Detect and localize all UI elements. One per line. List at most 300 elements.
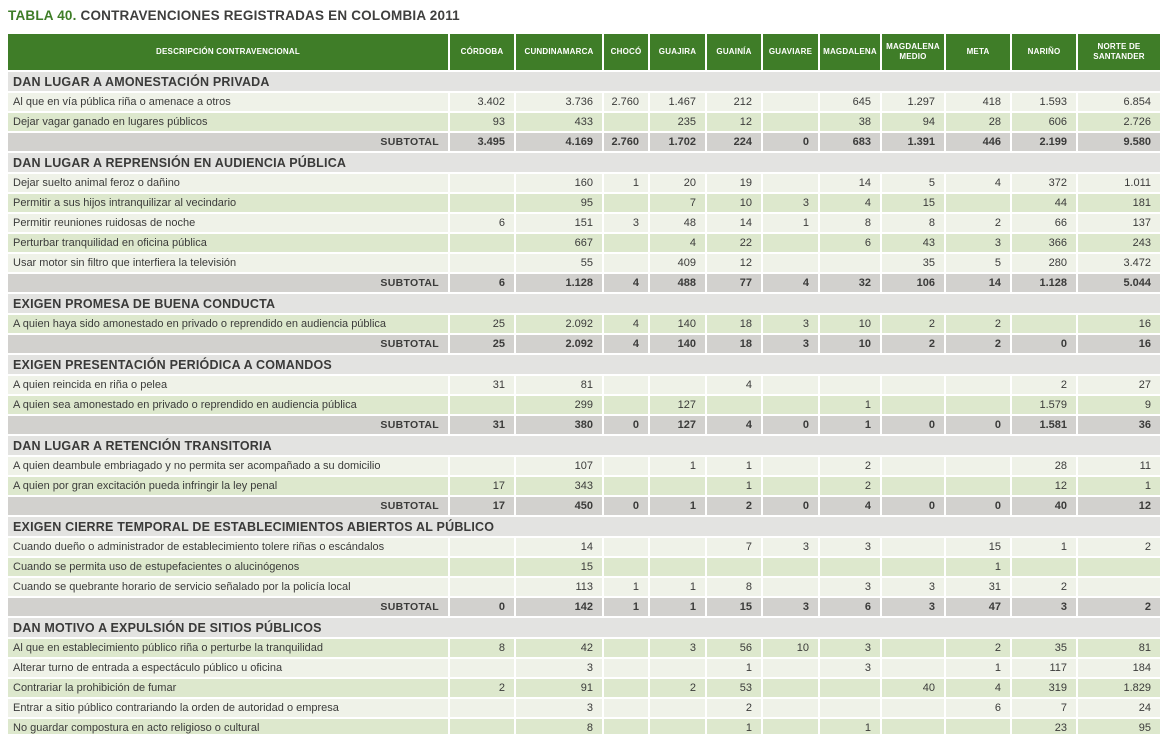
value-cell: 66 bbox=[1012, 214, 1076, 232]
value-cell: 235 bbox=[650, 113, 705, 131]
value-cell bbox=[450, 174, 514, 192]
value-cell bbox=[820, 254, 880, 272]
column-header-description: DESCRIPCIÓN CONTRAVENCIONAL bbox=[8, 34, 448, 70]
value-cell: 3 bbox=[820, 639, 880, 657]
value-cell: 2 bbox=[450, 679, 514, 697]
value-cell: 184 bbox=[1078, 659, 1160, 677]
subtotal-value-cell: 0 bbox=[604, 497, 648, 515]
value-cell: 1 bbox=[946, 558, 1010, 576]
subtotal-value-cell: 0 bbox=[946, 497, 1010, 515]
subtotal-value-cell: 488 bbox=[650, 274, 705, 292]
value-cell: 117 bbox=[1012, 659, 1076, 677]
data-row bbox=[8, 538, 1160, 556]
data-row bbox=[8, 396, 1160, 414]
value-cell: 11 bbox=[1078, 457, 1160, 475]
value-cell: 1 bbox=[707, 457, 761, 475]
subtotal-value-cell: 2 bbox=[882, 335, 944, 353]
value-cell bbox=[650, 477, 705, 495]
value-cell: 2 bbox=[946, 639, 1010, 657]
value-cell: 43 bbox=[882, 234, 944, 252]
value-cell: 20 bbox=[650, 174, 705, 192]
row-label: A quien deambule embriagado y no permita ser acompañado a su domicilio bbox=[8, 457, 448, 475]
row-label: Cuando se quebrante horario de servicio señalado por la policía local bbox=[8, 578, 448, 596]
section-header-label: DAN MOTIVO A EXPULSIÓN DE SITIOS PÚBLICOS bbox=[8, 618, 1160, 637]
value-cell bbox=[604, 679, 648, 697]
value-cell: 160 bbox=[516, 174, 602, 192]
subtotal-value-cell: 3 bbox=[882, 598, 944, 616]
value-cell bbox=[820, 699, 880, 717]
data-row bbox=[8, 315, 1160, 333]
subtotal-value-cell: 2 bbox=[1078, 598, 1160, 616]
row-label: Usar motor sin filtro que interfiera la televisión bbox=[8, 254, 448, 272]
value-cell: 10 bbox=[707, 194, 761, 212]
value-cell: 2.726 bbox=[1078, 113, 1160, 131]
value-cell bbox=[882, 719, 944, 734]
value-cell bbox=[763, 396, 818, 414]
subtotal-value-cell: 1.391 bbox=[882, 133, 944, 151]
subtotal-value-cell: 4 bbox=[763, 274, 818, 292]
value-cell bbox=[763, 558, 818, 576]
row-label: No guardar compostura en acto religioso o cultural bbox=[8, 719, 448, 734]
row-label: Permitir a sus hijos intranquilizar al vecindario bbox=[8, 194, 448, 212]
subtotal-row bbox=[8, 274, 1160, 292]
value-cell bbox=[882, 477, 944, 495]
value-cell: 10 bbox=[763, 639, 818, 657]
subtotal-value-cell: 446 bbox=[946, 133, 1010, 151]
value-cell: 3 bbox=[516, 699, 602, 717]
subtotal-value-cell: 1 bbox=[650, 497, 705, 515]
value-cell: 1 bbox=[820, 719, 880, 734]
value-cell: 18 bbox=[707, 315, 761, 333]
value-cell: 4 bbox=[946, 174, 1010, 192]
value-cell bbox=[882, 558, 944, 576]
value-cell bbox=[450, 578, 514, 596]
value-cell bbox=[946, 376, 1010, 394]
value-cell bbox=[450, 194, 514, 212]
table-title-text: CONTRAVENCIONES REGISTRADAS EN COLOMBIA 2011 bbox=[80, 8, 460, 23]
subtotal-value-cell: 6 bbox=[450, 274, 514, 292]
value-cell bbox=[450, 538, 514, 556]
data-row bbox=[8, 174, 1160, 192]
section-header-row bbox=[8, 72, 1160, 91]
value-cell bbox=[604, 639, 648, 657]
value-cell bbox=[882, 659, 944, 677]
value-cell: 31 bbox=[946, 578, 1010, 596]
value-cell: 140 bbox=[650, 315, 705, 333]
subtotal-value-cell: 31 bbox=[450, 416, 514, 434]
value-cell: 42 bbox=[516, 639, 602, 657]
value-cell bbox=[820, 558, 880, 576]
value-cell: 81 bbox=[1078, 639, 1160, 657]
value-cell bbox=[882, 457, 944, 475]
subtotal-value-cell: 4 bbox=[604, 335, 648, 353]
value-cell bbox=[946, 477, 1010, 495]
data-row bbox=[8, 194, 1160, 212]
subtotal-value-cell: 1.702 bbox=[650, 133, 705, 151]
value-cell: 7 bbox=[1012, 699, 1076, 717]
value-cell bbox=[604, 558, 648, 576]
value-cell: 19 bbox=[707, 174, 761, 192]
value-cell: 2 bbox=[650, 679, 705, 697]
data-row bbox=[8, 558, 1160, 576]
value-cell: 27 bbox=[1078, 376, 1160, 394]
value-cell: 28 bbox=[1012, 457, 1076, 475]
value-cell bbox=[650, 538, 705, 556]
subtotal-label: SUBTOTAL bbox=[8, 274, 448, 292]
subtotal-value-cell: 3.495 bbox=[450, 133, 514, 151]
column-header: META bbox=[946, 34, 1010, 70]
value-cell: 1.297 bbox=[882, 93, 944, 111]
subtotal-value-cell: 1 bbox=[650, 598, 705, 616]
value-cell bbox=[882, 699, 944, 717]
value-cell bbox=[763, 699, 818, 717]
value-cell: 6.854 bbox=[1078, 93, 1160, 111]
value-cell: 1.011 bbox=[1078, 174, 1160, 192]
subtotal-value-cell: 0 bbox=[1012, 335, 1076, 353]
section-header-row bbox=[8, 355, 1160, 374]
value-cell: 2.092 bbox=[516, 315, 602, 333]
value-cell: 91 bbox=[516, 679, 602, 697]
value-cell bbox=[763, 679, 818, 697]
value-cell bbox=[650, 719, 705, 734]
subtotal-value-cell: 106 bbox=[882, 274, 944, 292]
subtotal-value-cell: 0 bbox=[882, 497, 944, 515]
value-cell: 3 bbox=[820, 578, 880, 596]
value-cell: 3.402 bbox=[450, 93, 514, 111]
value-cell bbox=[1078, 578, 1160, 596]
subtotal-value-cell: 12 bbox=[1078, 497, 1160, 515]
value-cell: 4 bbox=[820, 194, 880, 212]
value-cell: 107 bbox=[516, 457, 602, 475]
subtotal-value-cell: 683 bbox=[820, 133, 880, 151]
value-cell: 17 bbox=[450, 477, 514, 495]
row-label: Entrar a sitio público contrariando la orden de autoridad o empresa bbox=[8, 699, 448, 717]
subtotal-value-cell: 4 bbox=[604, 274, 648, 292]
subtotal-value-cell: 224 bbox=[707, 133, 761, 151]
data-row bbox=[8, 93, 1160, 111]
value-cell bbox=[820, 679, 880, 697]
data-row bbox=[8, 214, 1160, 232]
row-label: Perturbar tranquilidad en oficina pública bbox=[8, 234, 448, 252]
value-cell: 1 bbox=[650, 457, 705, 475]
value-cell: 35 bbox=[882, 254, 944, 272]
value-cell: 56 bbox=[707, 639, 761, 657]
column-header: MAGDALENA bbox=[820, 34, 880, 70]
row-label: Al que en vía pública riña o amenace a otros bbox=[8, 93, 448, 111]
data-row bbox=[8, 254, 1160, 272]
value-cell: 7 bbox=[707, 538, 761, 556]
value-cell: 1 bbox=[763, 214, 818, 232]
value-cell bbox=[763, 254, 818, 272]
row-label: A quien por gran excitación pueda infringir la ley penal bbox=[8, 477, 448, 495]
data-row bbox=[8, 113, 1160, 131]
value-cell bbox=[604, 113, 648, 131]
value-cell: 8 bbox=[516, 719, 602, 734]
section-header-label: DAN LUGAR A RETENCIÓN TRANSITORIA bbox=[8, 436, 1160, 455]
value-cell: 5 bbox=[882, 174, 944, 192]
value-cell bbox=[450, 558, 514, 576]
section-header-row bbox=[8, 517, 1160, 536]
value-cell: 151 bbox=[516, 214, 602, 232]
value-cell: 4 bbox=[946, 679, 1010, 697]
value-cell: 16 bbox=[1078, 315, 1160, 333]
value-cell bbox=[450, 396, 514, 414]
value-cell bbox=[763, 93, 818, 111]
contraventions-table bbox=[6, 32, 1162, 734]
value-cell: 7 bbox=[650, 194, 705, 212]
value-cell: 299 bbox=[516, 396, 602, 414]
subtotal-value-cell: 25 bbox=[450, 335, 514, 353]
section-header-label: DAN LUGAR A REPRENSIÓN EN AUDIENCIA PÚBLICA bbox=[8, 153, 1160, 172]
value-cell bbox=[882, 376, 944, 394]
value-cell bbox=[1012, 558, 1076, 576]
value-cell: 667 bbox=[516, 234, 602, 252]
value-cell: 12 bbox=[1012, 477, 1076, 495]
value-cell: 366 bbox=[1012, 234, 1076, 252]
value-cell: 28 bbox=[946, 113, 1010, 131]
value-cell: 3.472 bbox=[1078, 254, 1160, 272]
subtotal-value-cell: 0 bbox=[882, 416, 944, 434]
column-header: GUAVIARE bbox=[763, 34, 818, 70]
value-cell bbox=[763, 457, 818, 475]
value-cell bbox=[763, 578, 818, 596]
value-cell: 12 bbox=[707, 113, 761, 131]
subtotal-value-cell: 3 bbox=[1012, 598, 1076, 616]
value-cell: 2 bbox=[1078, 538, 1160, 556]
value-cell: 93 bbox=[450, 113, 514, 131]
value-cell bbox=[946, 719, 1010, 734]
value-cell: 1.829 bbox=[1078, 679, 1160, 697]
value-cell: 1 bbox=[1012, 538, 1076, 556]
data-row bbox=[8, 376, 1160, 394]
value-cell: 280 bbox=[1012, 254, 1076, 272]
table-title bbox=[8, 8, 1166, 23]
data-row bbox=[8, 679, 1160, 697]
value-cell: 6 bbox=[820, 234, 880, 252]
value-cell bbox=[604, 457, 648, 475]
subtotal-value-cell: 0 bbox=[763, 497, 818, 515]
value-cell bbox=[604, 234, 648, 252]
subtotal-row bbox=[8, 133, 1160, 151]
value-cell: 4 bbox=[650, 234, 705, 252]
subtotal-value-cell: 2 bbox=[946, 335, 1010, 353]
value-cell: 1 bbox=[707, 477, 761, 495]
subtotal-value-cell: 3 bbox=[763, 335, 818, 353]
row-label: Cuando dueño o administrador de establecimiento tolere riñas o escándalos bbox=[8, 538, 448, 556]
value-cell: 8 bbox=[450, 639, 514, 657]
subtotal-value-cell: 14 bbox=[946, 274, 1010, 292]
value-cell: 6 bbox=[450, 214, 514, 232]
table-title-number: TABLA 40. bbox=[8, 8, 77, 23]
column-header: CHOCÓ bbox=[604, 34, 648, 70]
value-cell bbox=[946, 396, 1010, 414]
row-label: Contrariar la prohibición de fumar bbox=[8, 679, 448, 697]
value-cell: 8 bbox=[820, 214, 880, 232]
value-cell bbox=[604, 719, 648, 734]
value-cell: 3 bbox=[946, 234, 1010, 252]
value-cell: 95 bbox=[1078, 719, 1160, 734]
subtotal-value-cell: 4.169 bbox=[516, 133, 602, 151]
value-cell: 15 bbox=[516, 558, 602, 576]
value-cell: 53 bbox=[707, 679, 761, 697]
subtotal-value-cell: 4 bbox=[820, 497, 880, 515]
section-header-label: EXIGEN PRESENTACIÓN PERIÓDICA A COMANDOS bbox=[8, 355, 1160, 374]
subtotal-value-cell: 32 bbox=[820, 274, 880, 292]
subtotal-value-cell: 1.581 bbox=[1012, 416, 1076, 434]
value-cell bbox=[604, 699, 648, 717]
row-label: Cuando se permita uso de estupefacientes o alucinógenos bbox=[8, 558, 448, 576]
value-cell bbox=[450, 234, 514, 252]
column-header: NORTE DE SANTANDER bbox=[1078, 34, 1160, 70]
value-cell: 40 bbox=[882, 679, 944, 697]
subtotal-value-cell: 9.580 bbox=[1078, 133, 1160, 151]
value-cell: 25 bbox=[450, 315, 514, 333]
data-row bbox=[8, 477, 1160, 495]
value-cell: 14 bbox=[820, 174, 880, 192]
value-cell: 127 bbox=[650, 396, 705, 414]
value-cell: 2 bbox=[946, 315, 1010, 333]
value-cell: 606 bbox=[1012, 113, 1076, 131]
value-cell: 6 bbox=[946, 699, 1010, 717]
subtotal-label: SUBTOTAL bbox=[8, 416, 448, 434]
data-row bbox=[8, 699, 1160, 717]
value-cell: 645 bbox=[820, 93, 880, 111]
subtotal-row bbox=[8, 416, 1160, 434]
subtotal-value-cell: 0 bbox=[946, 416, 1010, 434]
value-cell: 14 bbox=[516, 538, 602, 556]
value-cell: 2.760 bbox=[604, 93, 648, 111]
subtotal-value-cell: 2.199 bbox=[1012, 133, 1076, 151]
value-cell bbox=[650, 376, 705, 394]
row-label: A quien reincida en riña o pelea bbox=[8, 376, 448, 394]
subtotal-value-cell: 142 bbox=[516, 598, 602, 616]
value-cell bbox=[763, 234, 818, 252]
subtotal-label: SUBTOTAL bbox=[8, 497, 448, 515]
subtotal-value-cell: 17 bbox=[450, 497, 514, 515]
subtotal-value-cell: 140 bbox=[650, 335, 705, 353]
value-cell: 1 bbox=[1078, 477, 1160, 495]
value-cell: 15 bbox=[882, 194, 944, 212]
value-cell bbox=[882, 396, 944, 414]
value-cell bbox=[604, 254, 648, 272]
value-cell: 38 bbox=[820, 113, 880, 131]
row-label: Permitir reuniones ruidosas de noche bbox=[8, 214, 448, 232]
subtotal-value-cell: 450 bbox=[516, 497, 602, 515]
value-cell: 48 bbox=[650, 214, 705, 232]
value-cell bbox=[763, 477, 818, 495]
value-cell: 1 bbox=[707, 659, 761, 677]
subtotal-row bbox=[8, 335, 1160, 353]
value-cell: 35 bbox=[1012, 639, 1076, 657]
value-cell: 81 bbox=[516, 376, 602, 394]
column-header-row bbox=[8, 34, 1160, 70]
value-cell: 31 bbox=[450, 376, 514, 394]
section-header-row bbox=[8, 153, 1160, 172]
value-cell bbox=[820, 376, 880, 394]
row-label: Alterar turno de entrada a espectáculo público u oficina bbox=[8, 659, 448, 677]
subtotal-value-cell: 127 bbox=[650, 416, 705, 434]
value-cell bbox=[763, 113, 818, 131]
value-cell: 3 bbox=[763, 315, 818, 333]
section-header-row bbox=[8, 294, 1160, 313]
value-cell: 2 bbox=[946, 214, 1010, 232]
value-cell bbox=[1078, 558, 1160, 576]
column-header: GUAINÍA bbox=[707, 34, 761, 70]
subtotal-value-cell: 2.092 bbox=[516, 335, 602, 353]
value-cell: 1 bbox=[650, 578, 705, 596]
section-header-row bbox=[8, 436, 1160, 455]
value-cell: 181 bbox=[1078, 194, 1160, 212]
value-cell bbox=[882, 639, 944, 657]
value-cell: 137 bbox=[1078, 214, 1160, 232]
value-cell: 3 bbox=[516, 659, 602, 677]
row-label: Dejar vagar ganado en lugares públicos bbox=[8, 113, 448, 131]
value-cell bbox=[604, 659, 648, 677]
column-header: CÓRDOBA bbox=[450, 34, 514, 70]
subtotal-value-cell: 0 bbox=[763, 416, 818, 434]
column-header: CUNDINAMARCA bbox=[516, 34, 602, 70]
value-cell bbox=[450, 699, 514, 717]
subtotal-value-cell: 36 bbox=[1078, 416, 1160, 434]
value-cell bbox=[450, 659, 514, 677]
subtotal-value-cell: 3 bbox=[763, 598, 818, 616]
value-cell: 3 bbox=[820, 659, 880, 677]
value-cell: 343 bbox=[516, 477, 602, 495]
value-cell bbox=[604, 538, 648, 556]
data-row bbox=[8, 639, 1160, 657]
value-cell: 1 bbox=[820, 396, 880, 414]
value-cell: 3 bbox=[820, 538, 880, 556]
subtotal-value-cell: 40 bbox=[1012, 497, 1076, 515]
value-cell: 2 bbox=[882, 315, 944, 333]
value-cell: 95 bbox=[516, 194, 602, 212]
column-header: GUAJIRA bbox=[650, 34, 705, 70]
subtotal-value-cell: 0 bbox=[763, 133, 818, 151]
value-cell: 3 bbox=[882, 578, 944, 596]
value-cell: 1.467 bbox=[650, 93, 705, 111]
value-cell: 212 bbox=[707, 93, 761, 111]
value-cell bbox=[450, 457, 514, 475]
subtotal-value-cell: 1.128 bbox=[516, 274, 602, 292]
value-cell: 2 bbox=[1012, 578, 1076, 596]
value-cell: 4 bbox=[707, 376, 761, 394]
value-cell bbox=[604, 194, 648, 212]
data-row bbox=[8, 234, 1160, 252]
column-header: NARIÑO bbox=[1012, 34, 1076, 70]
value-cell: 10 bbox=[820, 315, 880, 333]
value-cell bbox=[707, 558, 761, 576]
subtotal-label: SUBTOTAL bbox=[8, 133, 448, 151]
subtotal-value-cell: 15 bbox=[707, 598, 761, 616]
value-cell: 9 bbox=[1078, 396, 1160, 414]
value-cell: 22 bbox=[707, 234, 761, 252]
value-cell: 319 bbox=[1012, 679, 1076, 697]
row-label: A quien haya sido amonestado en privado o reprendido en audiencia pública bbox=[8, 315, 448, 333]
value-cell bbox=[763, 376, 818, 394]
value-cell bbox=[707, 396, 761, 414]
value-cell: 1 bbox=[604, 174, 648, 192]
value-cell: 94 bbox=[882, 113, 944, 131]
value-cell: 113 bbox=[516, 578, 602, 596]
subtotal-value-cell: 4 bbox=[707, 416, 761, 434]
value-cell: 12 bbox=[707, 254, 761, 272]
section-header-label: DAN LUGAR A AMONESTACIÓN PRIVADA bbox=[8, 72, 1160, 91]
value-cell: 1 bbox=[946, 659, 1010, 677]
value-cell: 3 bbox=[650, 639, 705, 657]
value-cell: 243 bbox=[1078, 234, 1160, 252]
subtotal-value-cell: 380 bbox=[516, 416, 602, 434]
value-cell: 8 bbox=[882, 214, 944, 232]
